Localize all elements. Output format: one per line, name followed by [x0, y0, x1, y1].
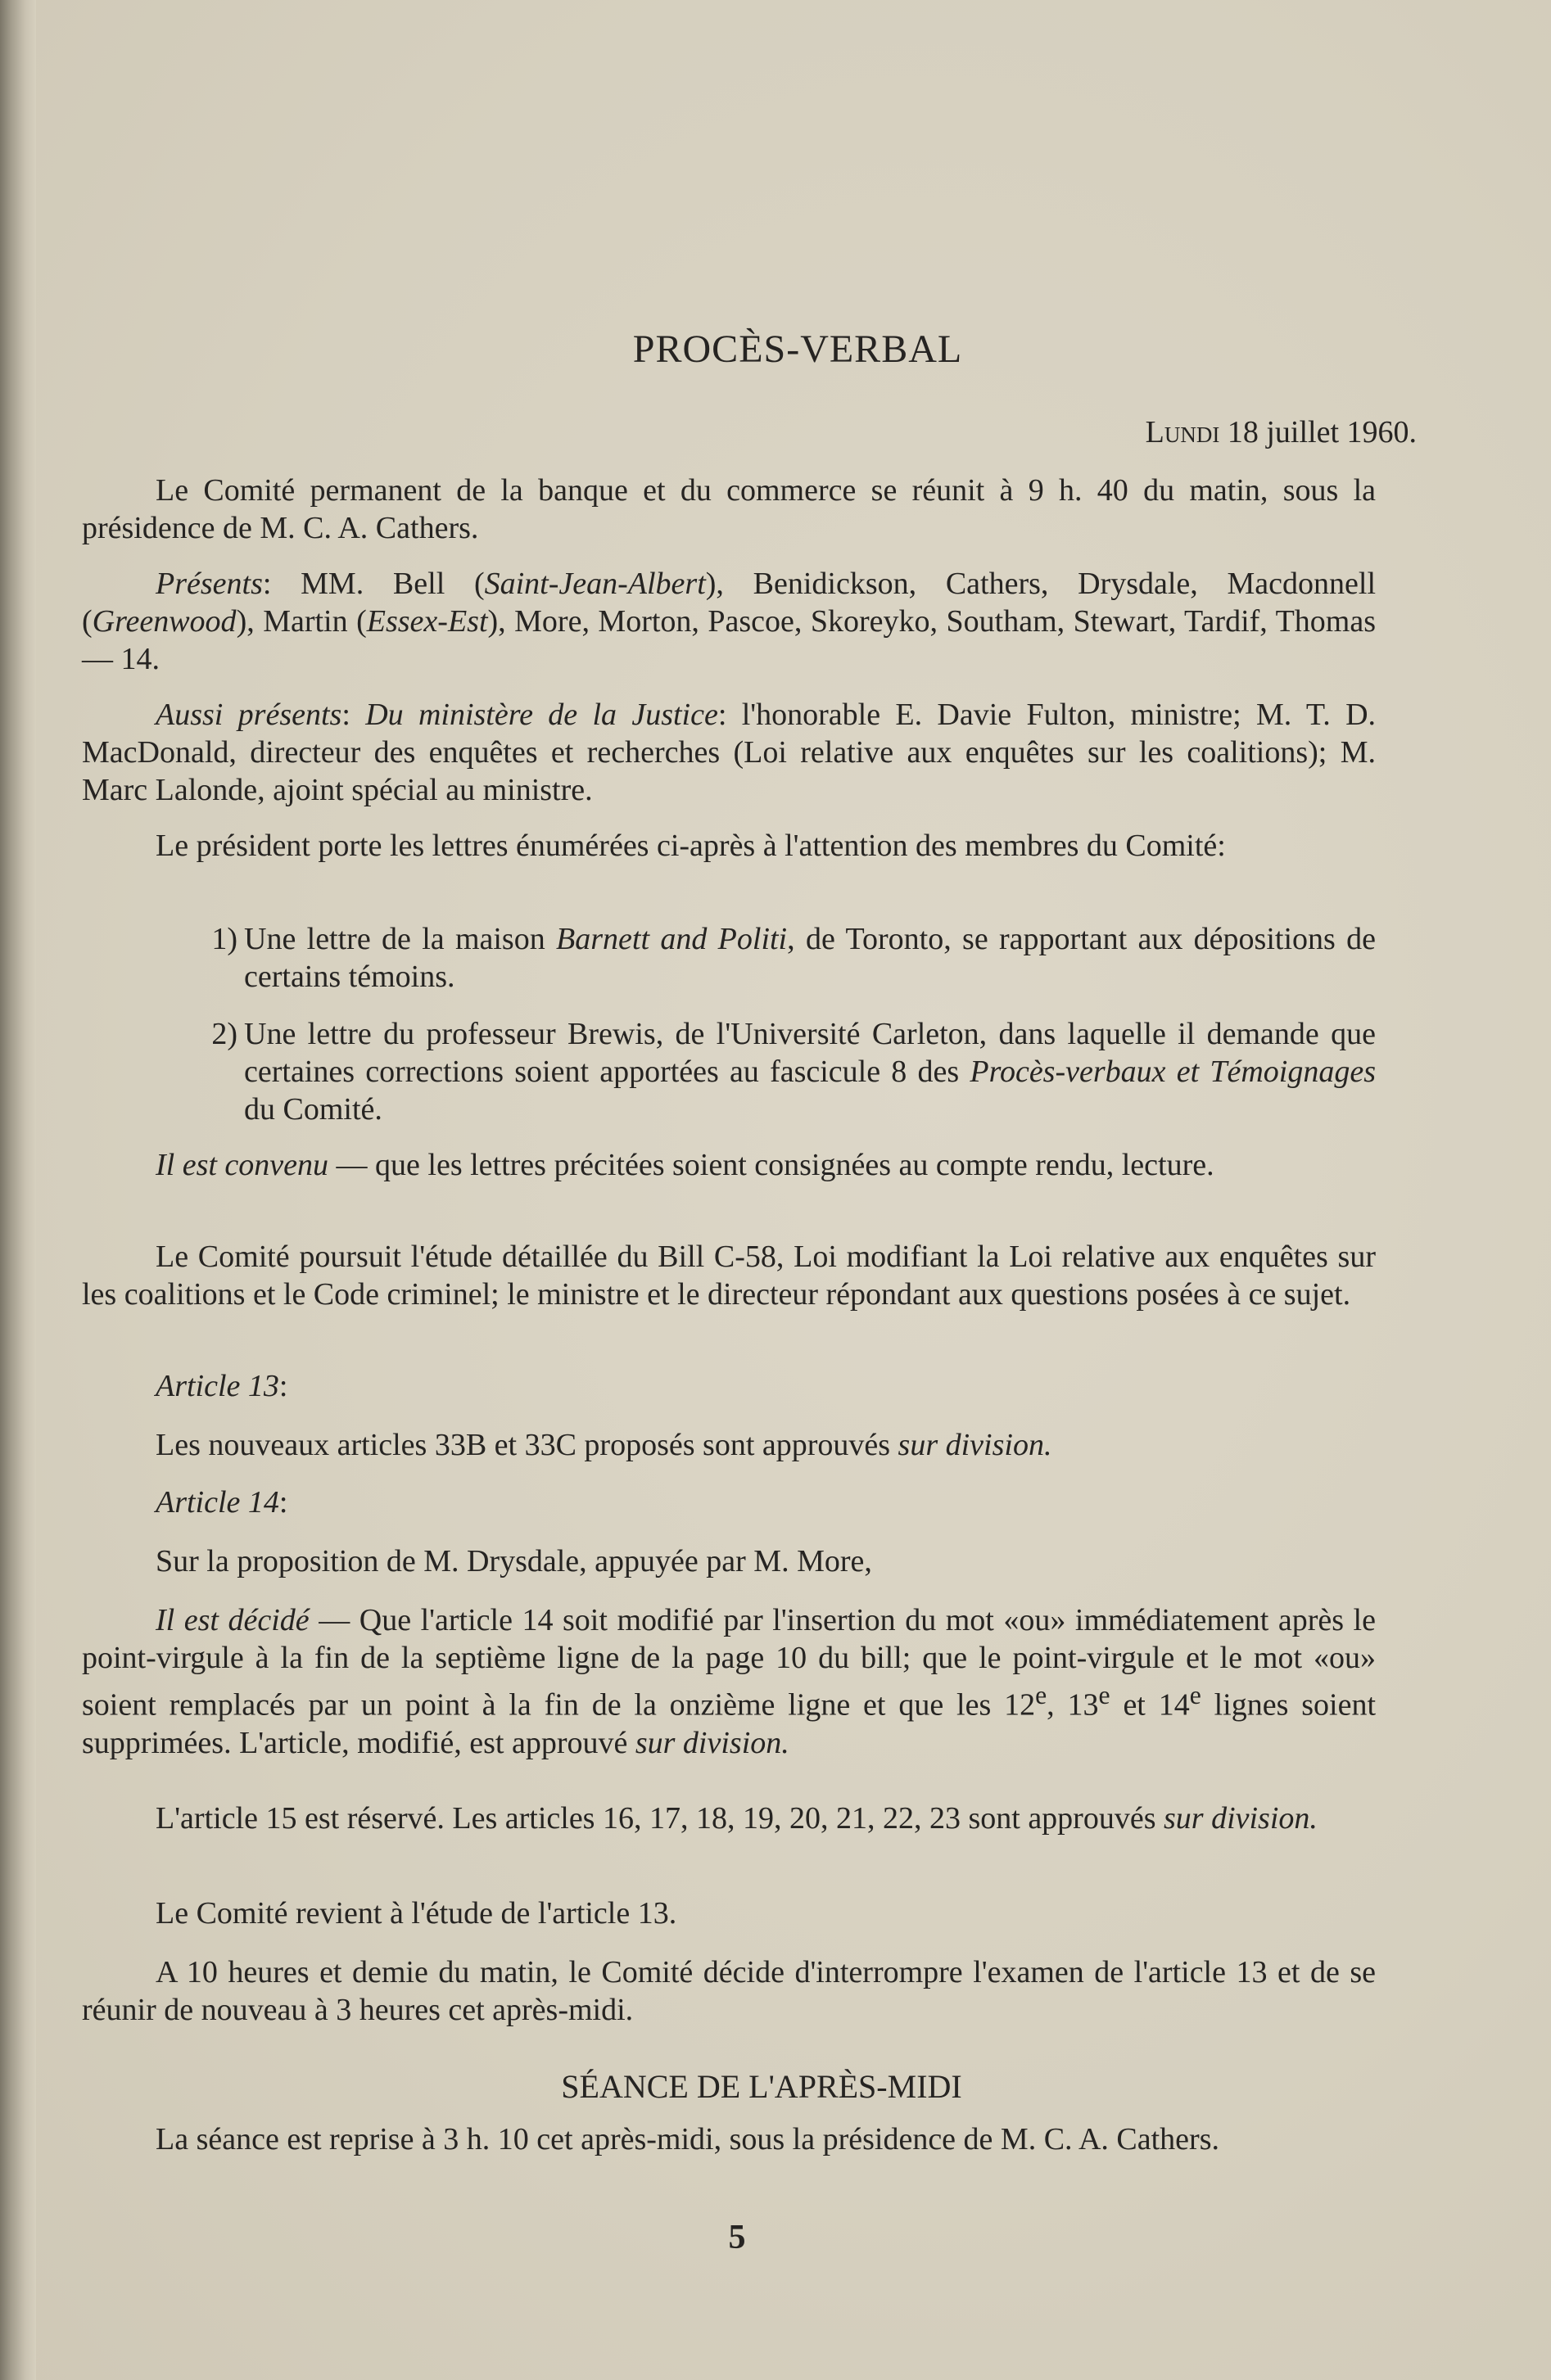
- paragraph-also-present: Aussi présents: Du ministère de la Justice: l'honorable E. Davie Fulton, ministre; M. T. D. MacDonald, directeur des enquêtes et recherches (Loi relative aux enquêtes sur les coalitions); M. Marc Lalonde, ajoint spécial au ministre.: [82, 698, 1377, 807]
- scanned-page: PROCÈS-VERBAL Lundi 18 juillet 1960. Le Comité permanent de la banque et du commerce se réunit à 9 h. 40 du matin, sous la présidence de M. C. A. Cathers. Présents: MM. Bell (Saint-Jean-Albert), Benidickson, Cathers, Drysdale, Macdonnell (Greenwood), Martin (Essex-Est), More, Morton, Pascoe, Skoreyko, Southam, Stewart, Tardif, Thomas — 14. Aussi présents: Du ministère de la Justice: l'honorable E. Davie Fulton, ministre; M. T. D. MacDonald, directeur des enquêtes et recherches (Loi relative aux enquêtes sur les coalitions); M. Marc Lalonde, ajoint spécial au ministre. Le président porte les lettres énumérées ci-après à l'attention des membres du Comité: 1) Une lettre de la maison Barnett and Politi, de Toronto, se rapportant aux dépositions de certains témoins. 2) Une lettre du professeur Brewis, de l'Université Carleton, dans laquelle il demande que certaines corrections soient apportées au fascicule 8 des Procès-verbaux et Témoignages du Comité. Il est convenu — que les lettres précitées soient consignées au compte rendu, lecture. Le Comité poursuit l'étude détaillée du Bill C-58, Loi modifiant la Loi relative aux enquêtes sur les coalitions et le Code criminel; le ministre et le directeur répondant aux questions posées à ce sujet. Article 13: Les nouveaux articles 33B et 33C proposés sont approuvés sur division. Article 14: Sur la proposition de M. Drysdale, appuyée par M. More, Il est décidé — Que l'article 14 soit modifié par l'insertion du mot «ou» immédiatement après le point-virgule à la fin de la septième ligne de la page 10 du bill; que le point-virgule et le mot «ou» soient remplacés par un point à la fin de la onzième ligne et que les 12e, 13e et 14e lignes soient supprimées. L'article, modifié, est approuvé sur division. L'article 15 est réservé. Les articles 16, 17, 18, 19, 20, 21, 22, 23 sont approuvés sur division. Le Comité revient à l'étude de l'article 13. A 10 heures et demie du matin, le Comité décide d'interrompre l'examen de l'article 13 et de se réunir de nouveau à 3 heures cet après-midi. SÉANCE DE L'APRÈS-MIDI La séance est reprise à 3 h. 10 cet après-midi, sous la présidence de M. C. A. Cathers. 5: [0, 0, 1551, 2380]
- list-number: 1): [211, 922, 237, 956]
- paragraph-article-15: L'article 15 est réservé. Les articles 16, 17, 18, 19, 20, 21, 22, 23 sont approuvés sur division.: [156, 1801, 1318, 1836]
- paragraph-agreed: Il est convenu — que les lettres précitées soient consignées au compte rendu, lecture.: [156, 1148, 1214, 1182]
- date-day: Lundi: [1145, 415, 1220, 449]
- paragraph-letters-intro: Le président porte les lettres énumérées ci-après à l'attention des membres du Comité:: [156, 829, 1226, 863]
- article-14-heading: Article 14:: [156, 1485, 288, 1520]
- paragraph-return-13: Le Comité revient à l'étude de l'article 13.: [156, 1896, 677, 1931]
- page-number: 5: [728, 2219, 746, 2256]
- paragraph-opening: Le Comité permanent de la banque et du commerce se réunit à 9 h. 40 du matin, sous la présidence de M. C. A. Cathers.: [82, 473, 1376, 545]
- article-13-heading: Article 13:: [156, 1369, 288, 1403]
- paragraph-presents: Présents: MM. Bell (Saint-Jean-Albert), Benidickson, Cathers, Drysdale, Macdonnell (Greenwood), Martin (Essex-Est), More, Morton, Pascoe, Skoreyko, Southam, Stewart, Tardif, Thomas — 14.: [82, 567, 1376, 676]
- list-number: 2): [211, 1017, 237, 1051]
- afternoon-session-heading: SÉANCE DE L'APRÈS-MIDI: [561, 2068, 962, 2105]
- paragraph-bill-study: Le Comité poursuit l'étude détaillée du Bill C-58, Loi modifiant la Loi relative aux enquêtes sur les coalitions et le Code criminel; le ministre et le directeur répondant aux questions posées à ce sujet.: [82, 1240, 1376, 1312]
- book-spine-shadow: [0, 0, 36, 2380]
- paragraph-adjourn: A 10 heures et demie du matin, le Comité décide d'interrompre l'examen de l'article 13 et de se réunir de nouveau à 3 heures cet après-midi.: [82, 1955, 1376, 2027]
- paragraph-afternoon: La séance est reprise à 3 h. 10 cet après-midi, sous la présidence de M. C. A. Cathers.: [156, 2122, 1219, 2156]
- paragraph-decided: Il est décidé — Que l'article 14 soit modifié par l'insertion du mot «ou» immédiatement après le point-virgule à la fin de la septième ligne de la page 10 du bill; que le point-virgule et le mot «ou» soient remplacés par un point à la fin de la onzième ligne et que les 12e, 13e et 14e lignes soient supprimées. L'article, modifié, est approuvé sur division.: [82, 1603, 1377, 1760]
- paragraph-proposal: Sur la proposition de M. Drysdale, appuyée par M. More,: [156, 1544, 872, 1578]
- paragraph-article-13: Les nouveaux articles 33B et 33C proposés sont approuvés sur division.: [156, 1428, 1052, 1462]
- meeting-date: [991, 413, 1417, 451]
- date-rest: 18 juillet 1960.: [1227, 415, 1417, 449]
- page-title: PROCÈS-VERBAL: [632, 327, 963, 371]
